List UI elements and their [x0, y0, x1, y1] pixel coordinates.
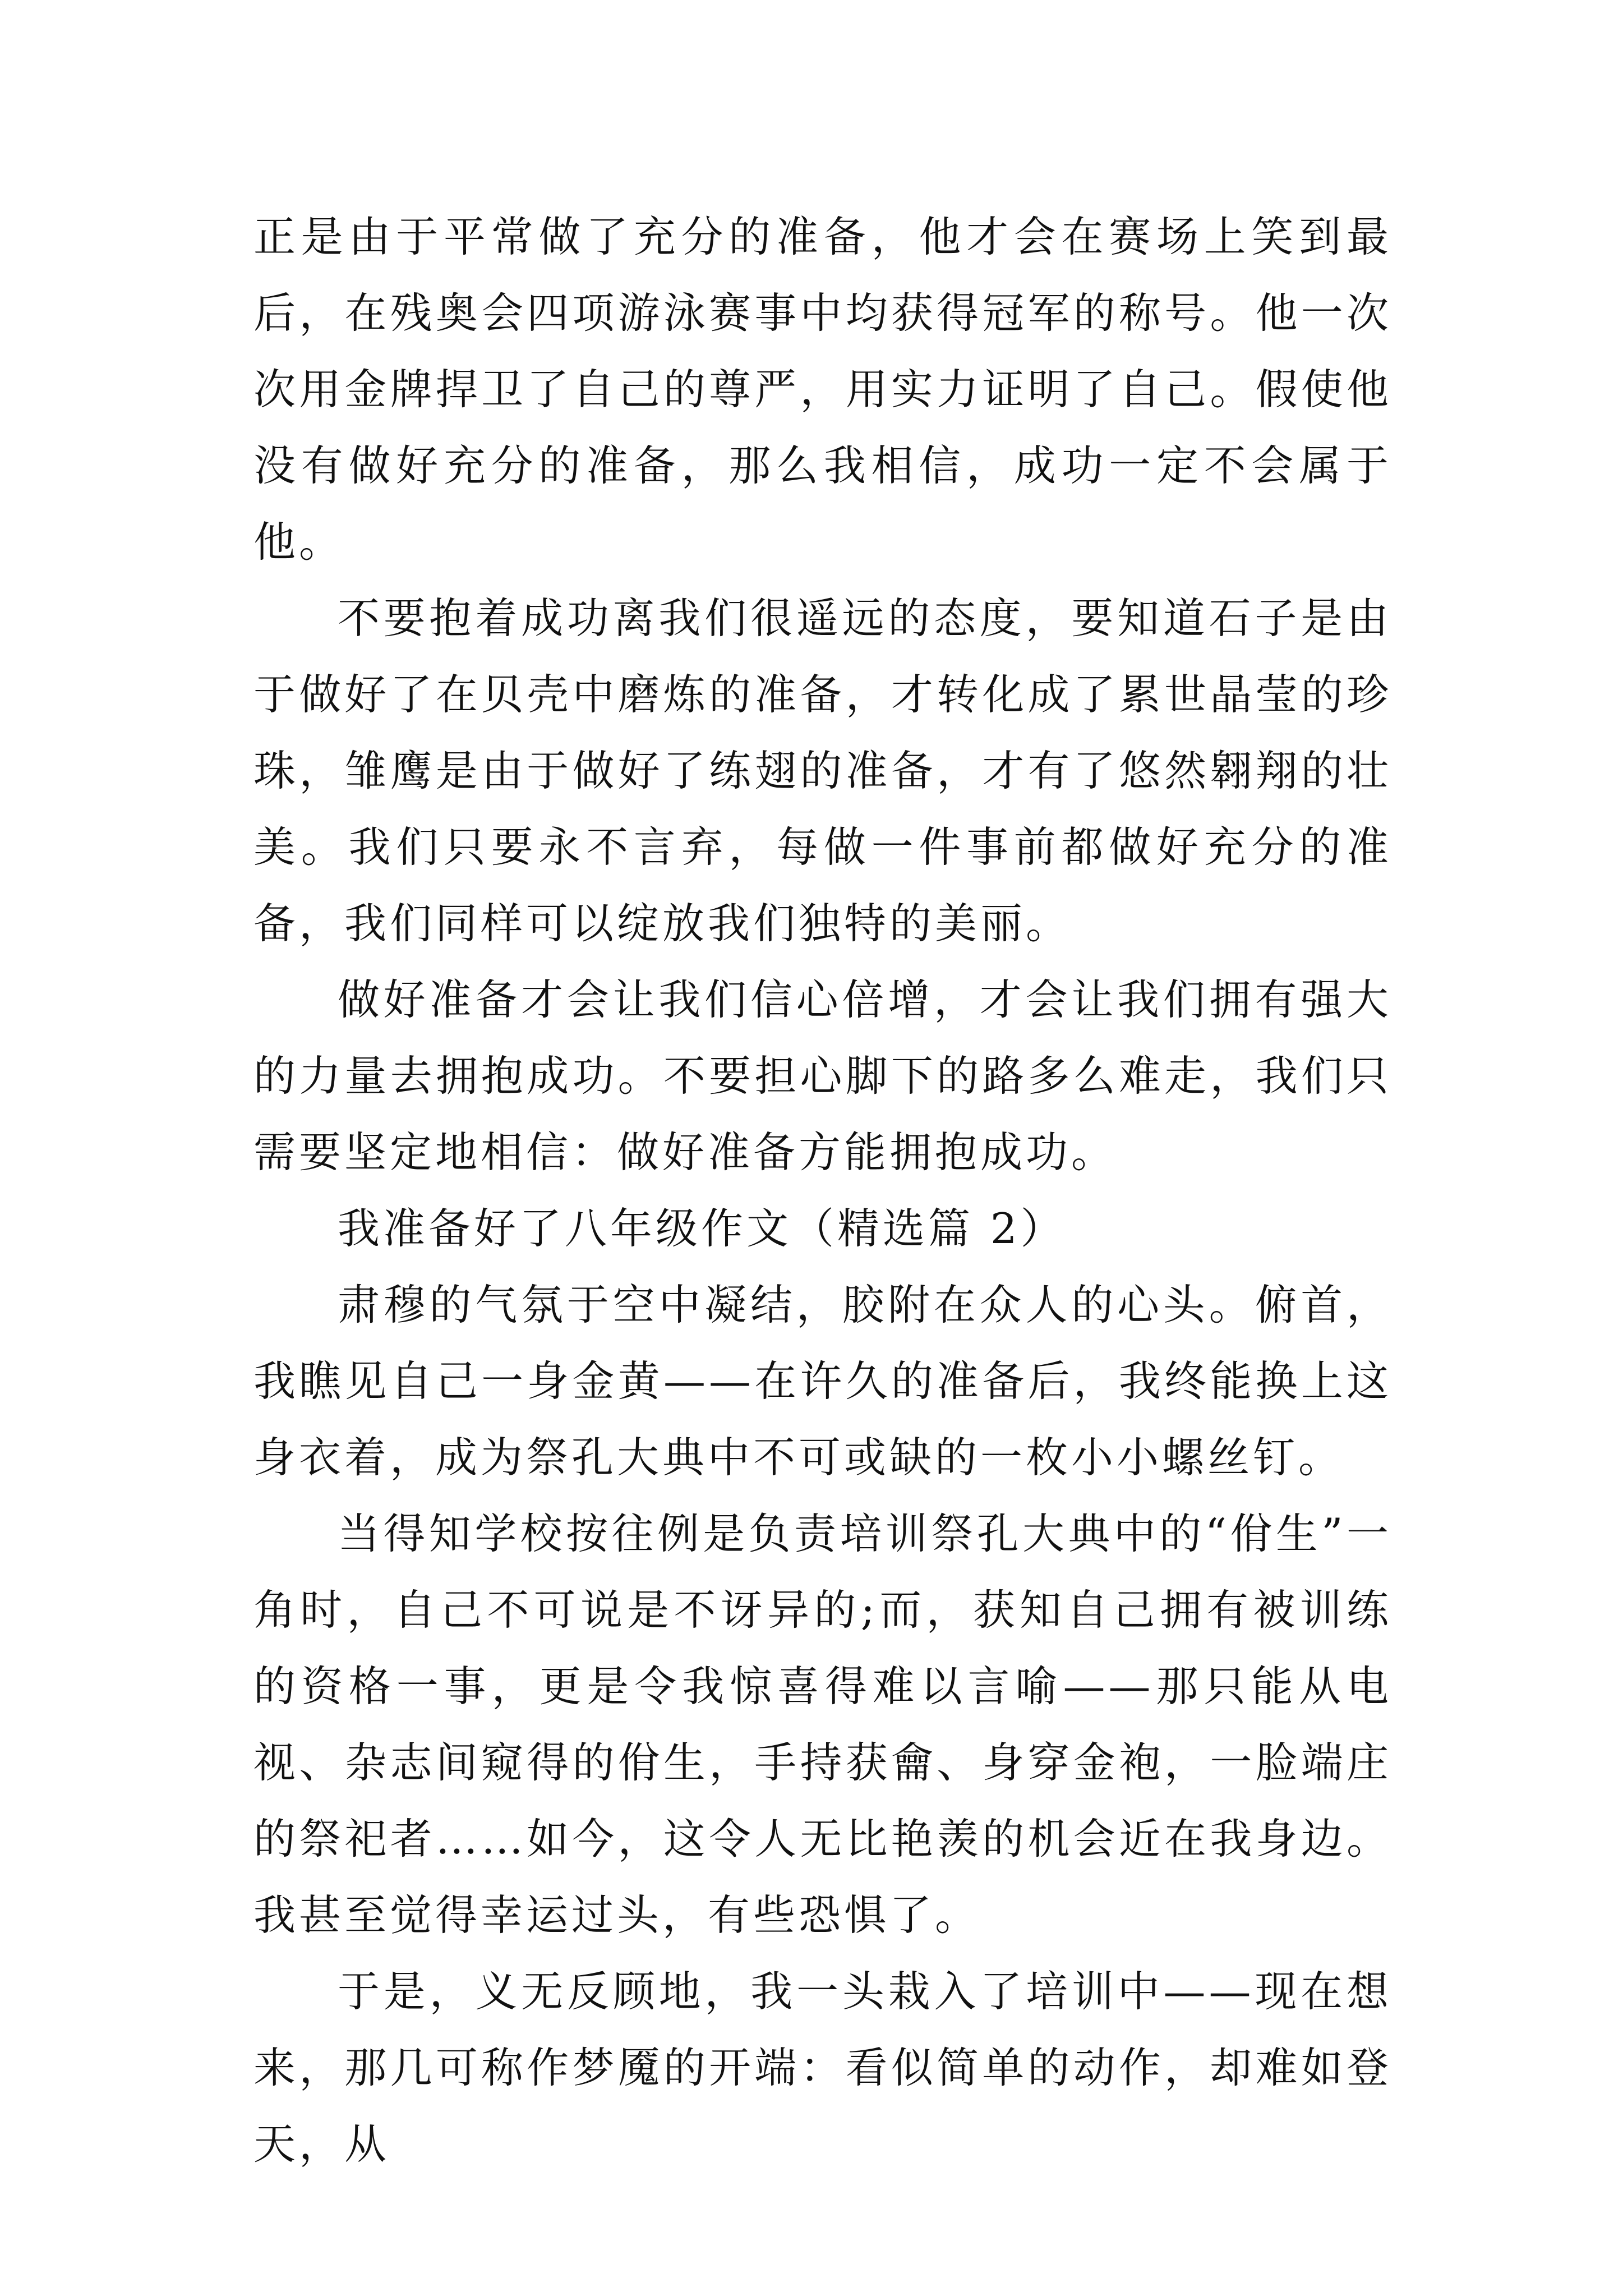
- document-body: [253, 199, 1392, 2182]
- paragraph-6: 于是，义无反顾地，我一头栽入了培训中——现在想来，那几可称作梦魇的开端：看似简单的动作，却难如登天，从: [253, 1967, 1392, 2169]
- paragraph-4: 肃穆的气氛于空中凝结，胶附在众人的心头。俯首，我瞧见自己一身金黄——在许久的准备后，我终能换上这身衣着，成为祭孔大典中不可或缺的一枚小小螺丝钉。: [253, 1280, 1392, 1482]
- paragraph-3: 做好准备才会让我们信心倍增，才会让我们拥有强大的力量去拥抱成功。不要担心脚下的路多么难走，我们只需要坚定地相信：做好准备方能拥抱成功。: [253, 975, 1392, 1177]
- paragraph-1: 正是由于平常做了充分的准备，他才会在赛场上笑到最后，在残奥会四项游泳赛事中均获得冠军的称号。他一次次用金牌捍卫了自己的尊严，用实力证明了自己。假使他没有做好充分的准备，那么我相信，成功一定不会属于他。: [253, 212, 1392, 567]
- section-heading: 我准备好了八年级作文（精选篇 2）: [338, 1204, 1066, 1253]
- paragraph-2: 不要抱着成功离我们很遥远的态度，要知道石子是由于做好了在贝壳中磨炼的准备，才转化成了累世晶莹的珍珠，雏鹰是由于做好了练翅的准备，才有了悠然翱翔的壮美。我们只要永不言弃，每做一件事前都做好充分的准备，我们同样可以绽放我们独特的美丽。: [253, 593, 1392, 948]
- paragraph-5: 当得知学校按往例是负责培训祭孔大典中的“佾生”一角时，自己不可说是不讶异的;而，获知自己拥有被训练的资格一事，更是令我惊喜得难以言喻——那只能从电视、杂志间窥得的佾生，手持获龠、身穿金袍，一脸端庄的祭祀者……如今，这令人无比艳羡的机会近在我身边。我甚至觉得幸运过头，有些恐惧了。: [253, 1509, 1392, 1940]
